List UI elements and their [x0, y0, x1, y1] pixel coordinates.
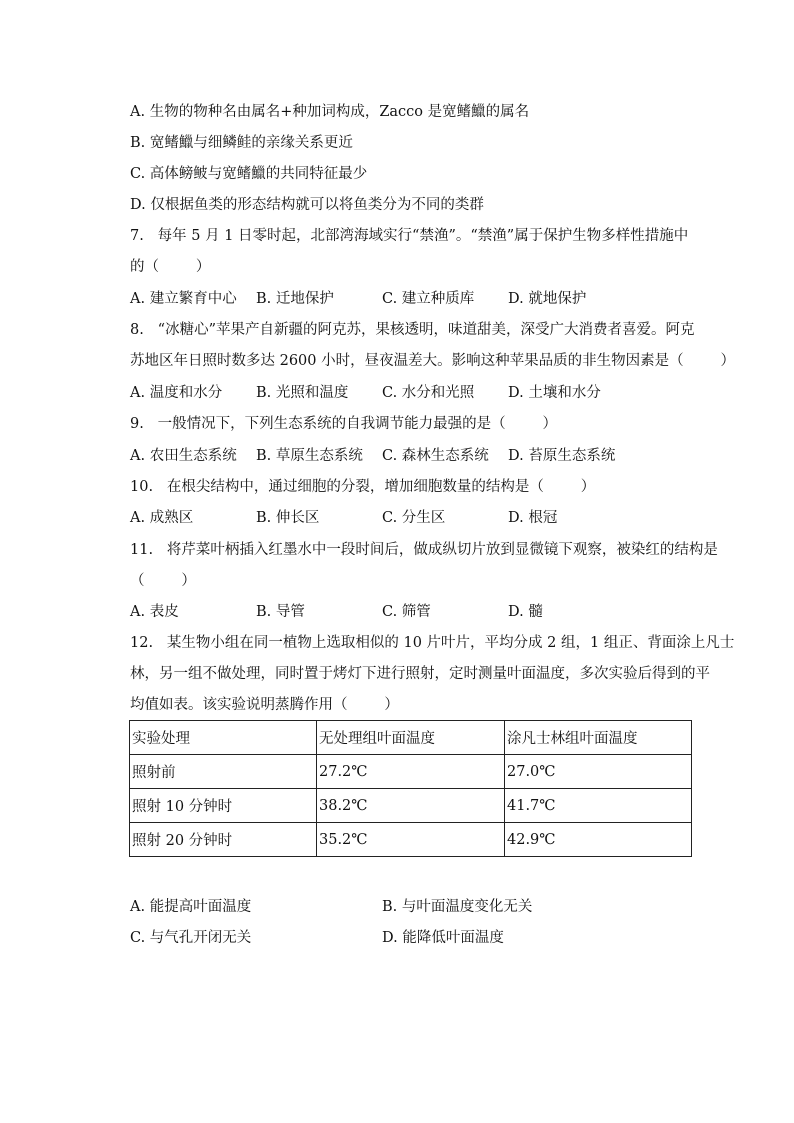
table-cell: 照射 20 分钟时 — [130, 823, 317, 857]
option-b: B. 与叶面温度变化无关 — [382, 899, 533, 915]
option-c: C. 筛管 — [382, 604, 431, 620]
option-b: B. 宽鳍鱲与细鳞鲑的亲缘关系更近 — [130, 135, 353, 151]
option-a: A. 表皮 — [130, 604, 179, 620]
option-c: C. 分生区 — [382, 510, 446, 526]
question-text: 的（ ） — [130, 259, 211, 275]
table-row — [130, 789, 692, 823]
option-a: A. 温度和水分 — [130, 385, 223, 401]
table-cell: 38.2℃ — [317, 789, 505, 823]
table-cell: 27.0℃ — [505, 755, 692, 789]
option-d: D. 能降低叶面温度 — [382, 930, 504, 946]
option-a: A. 农田生态系统 — [130, 448, 237, 464]
option-c: C. 水分和光照 — [382, 385, 475, 401]
option-b: B. 伸长区 — [256, 510, 320, 526]
option-a: A. 能提高叶面温度 — [130, 899, 252, 915]
table-cell: 35.2℃ — [317, 823, 505, 857]
table-row — [130, 755, 692, 789]
table-header-cell: 实验处理 — [130, 721, 317, 755]
question-text: 苏地区年日照时数多达 2600 小时，昼夜温差大。影响这种苹果品质的非生物因素是（ ） — [130, 353, 735, 369]
table-cell: 27.2℃ — [317, 755, 505, 789]
table-header-cell: 涂凡士林组叶面温度 — [505, 721, 692, 755]
question-text: 均值如表。该实验说明蒸腾作用（ ） — [130, 697, 399, 713]
option-c: C. 建立种质库 — [382, 291, 475, 307]
question-text: 8. “冰糖心”苹果产自新疆的阿克苏，果核透明，味道甜美，深受广大消费者喜爱。阿克 — [130, 322, 695, 338]
option-a: A. 成熟区 — [130, 510, 194, 526]
question-text: 10. 在根尖结构中，通过细胞的分裂，增加细胞数量的结构是（ ） — [130, 479, 596, 495]
option-c: C. 森林生态系统 — [382, 448, 489, 464]
question-text: 11. 将芹菜叶柄插入红墨水中一段时间后，做成纵切片放到显微镜下观察，被染红的结构是 — [130, 542, 718, 558]
option-c: C. 高体鳑鲏与宽鳍鱲的共同特征最少 — [130, 166, 368, 182]
experiment-table — [129, 720, 692, 857]
table-header-row — [130, 721, 692, 755]
question-text: 林，另一组不做处理，同时置于烤灯下进行照射，定时测量叶面温度，多次实验后得到的平 — [130, 666, 710, 682]
option-d: D. 髓 — [508, 604, 543, 620]
table-cell: 照射前 — [130, 755, 317, 789]
table-header-cell: 无处理组叶面温度 — [317, 721, 505, 755]
table-row — [130, 823, 692, 857]
option-b: B. 草原生态系统 — [256, 448, 363, 464]
option-d: D. 土壤和水分 — [508, 385, 601, 401]
question-text: 12. 某生物小组在同一植物上选取相似的 10 片叶片，平均分成 2 组，1 组正、背面涂上凡士 — [130, 635, 735, 651]
question-text: 9. 一般情况下，下列生态系统的自我调节能力最强的是（ ） — [130, 416, 558, 432]
question-text: 7. 每年 5 月 1 日零时起，北部湾海域实行“禁渔”。“禁渔”属于保护生物多样性措施中 — [130, 228, 689, 244]
table-cell: 照射 10 分钟时 — [130, 789, 317, 823]
option-d: D. 就地保护 — [508, 291, 587, 307]
option-a: A. 生物的物种名由属名+种加词构成，Zacco 是宽鳍鱲的属名 — [130, 104, 530, 120]
option-c: C. 与气孔开闭无关 — [130, 930, 252, 946]
option-d: D. 仅根据鱼类的形态结构就可以将鱼类分为不同的类群 — [130, 197, 484, 213]
option-b: B. 导管 — [256, 604, 305, 620]
table-cell: 41.7℃ — [505, 789, 692, 823]
question-text: （ ） — [130, 573, 196, 589]
option-a: A. 建立繁育中心 — [130, 291, 237, 307]
table-cell: 42.9℃ — [505, 823, 692, 857]
option-b: B. 光照和温度 — [256, 385, 349, 401]
option-b: B. 迁地保护 — [256, 291, 334, 307]
option-d: D. 苔原生态系统 — [508, 448, 616, 464]
option-d: D. 根冠 — [508, 510, 558, 526]
